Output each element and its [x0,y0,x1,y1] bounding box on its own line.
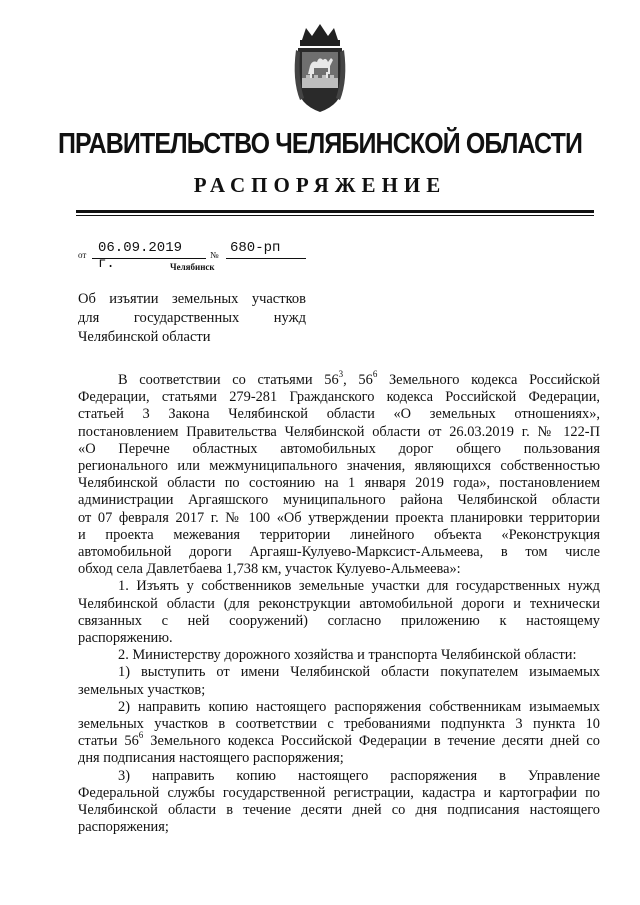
body-line: обход села Давлетбаева 1,738 км, участок Кулуево-Альмеева»: [78,561,461,578]
body-line: земельных участков в соответствии с требованиями подпункта 3 пункта 10 [78,716,600,733]
body-line: 1. Изъять у собственников земельные участки для государственных нужд [118,578,600,595]
body-line: распоряжению. [78,630,173,647]
header-rule-thin [76,215,594,216]
body-line: «О Перечне областных автомобильных дорог общего пользования [78,440,600,457]
body-line: 3) направить копию настоящего распоряжения в Управление [118,767,600,784]
body-line: Челябинской области по состоянию на 1 января 2019 года», постановлением [78,475,600,492]
header-rule-thick [76,210,594,213]
number-label: № [210,250,219,260]
body-line: Федерации, статьями 279-281 Гражданского кодекса Российской Федерации, [78,389,600,406]
body-line: регионального или межмуниципального значения, являющихся собственностью [78,458,600,475]
subject-line: Челябинской области [78,329,211,345]
body-line: связанных с ней сооружений) согласно приложению к настоящему [78,612,600,629]
document-subject [78,290,306,347]
body-line: автомобильной дороги Аргаяш-Кулуево-Марксист-Альмеева, в том числе [78,544,600,561]
body-line: администрации Аргаяшского муниципального района Челябинской области [78,492,600,509]
document-body [78,369,600,836]
body-line: земельных участков; [78,681,206,698]
body-line: 2) направить копию настоящего распоряжения собственникам изымаемых [118,698,600,715]
body-line: Федеральной службы государственной регистрации, кадастра и картографии по [78,784,600,801]
document-date: 06.09.2019 г. [92,240,206,259]
body-line: и проекта межевания территории линейного объекта «Реконструкция [78,526,600,543]
body-line: Челябинской области (для реконструкции автомобильной дороги и технически [78,595,600,612]
document-type: РАСПОРЯЖЕНИЕ [193,173,447,197]
body-line: от 07 февраля 2017 г. № 100 «Об утверждении проекта планировки территории [78,509,600,526]
body-line: дня подписания настоящего распоряжения; [78,750,344,767]
from-label: от [78,250,87,260]
body-line: 2. Министерству дорожного хозяйства и транспорта Челябинской области: [118,647,577,664]
body-line: статьи $56^6$ Земельного кодекса Российской Федерации в течение десяти дней со [78,730,600,750]
body-line: 1) выступить от имени Челябинской области покупателем изымаемых [118,664,600,681]
body-line: статьей 3 Закона Челябинской области «О земельных отношениях», [78,406,600,423]
document-number: 680-рп [226,240,306,259]
chelyabinsk-coat-of-arms-icon [288,20,352,116]
government-title: ПРАВИТЕЛЬСТВО ЧЕЛЯБИНСКОЙ ОБЛАСТИ [57,128,583,160]
city-name: Челябинск [170,262,215,272]
body-line: постановлением Правительства Челябинской области от 26.03.2019 г. № 122-П [78,423,600,440]
body-line: Челябинской области в течение десяти дней со дня подписания настоящего [78,802,600,819]
body-line: В соответствии со статьями $56^3$, $56^6$ Земельного кодекса Российской [118,369,600,388]
subject-line: Об изъятии земельных участков [78,291,306,307]
subject-line: для государственных нужд [78,310,306,326]
body-line: распоряжения; [78,819,169,836]
